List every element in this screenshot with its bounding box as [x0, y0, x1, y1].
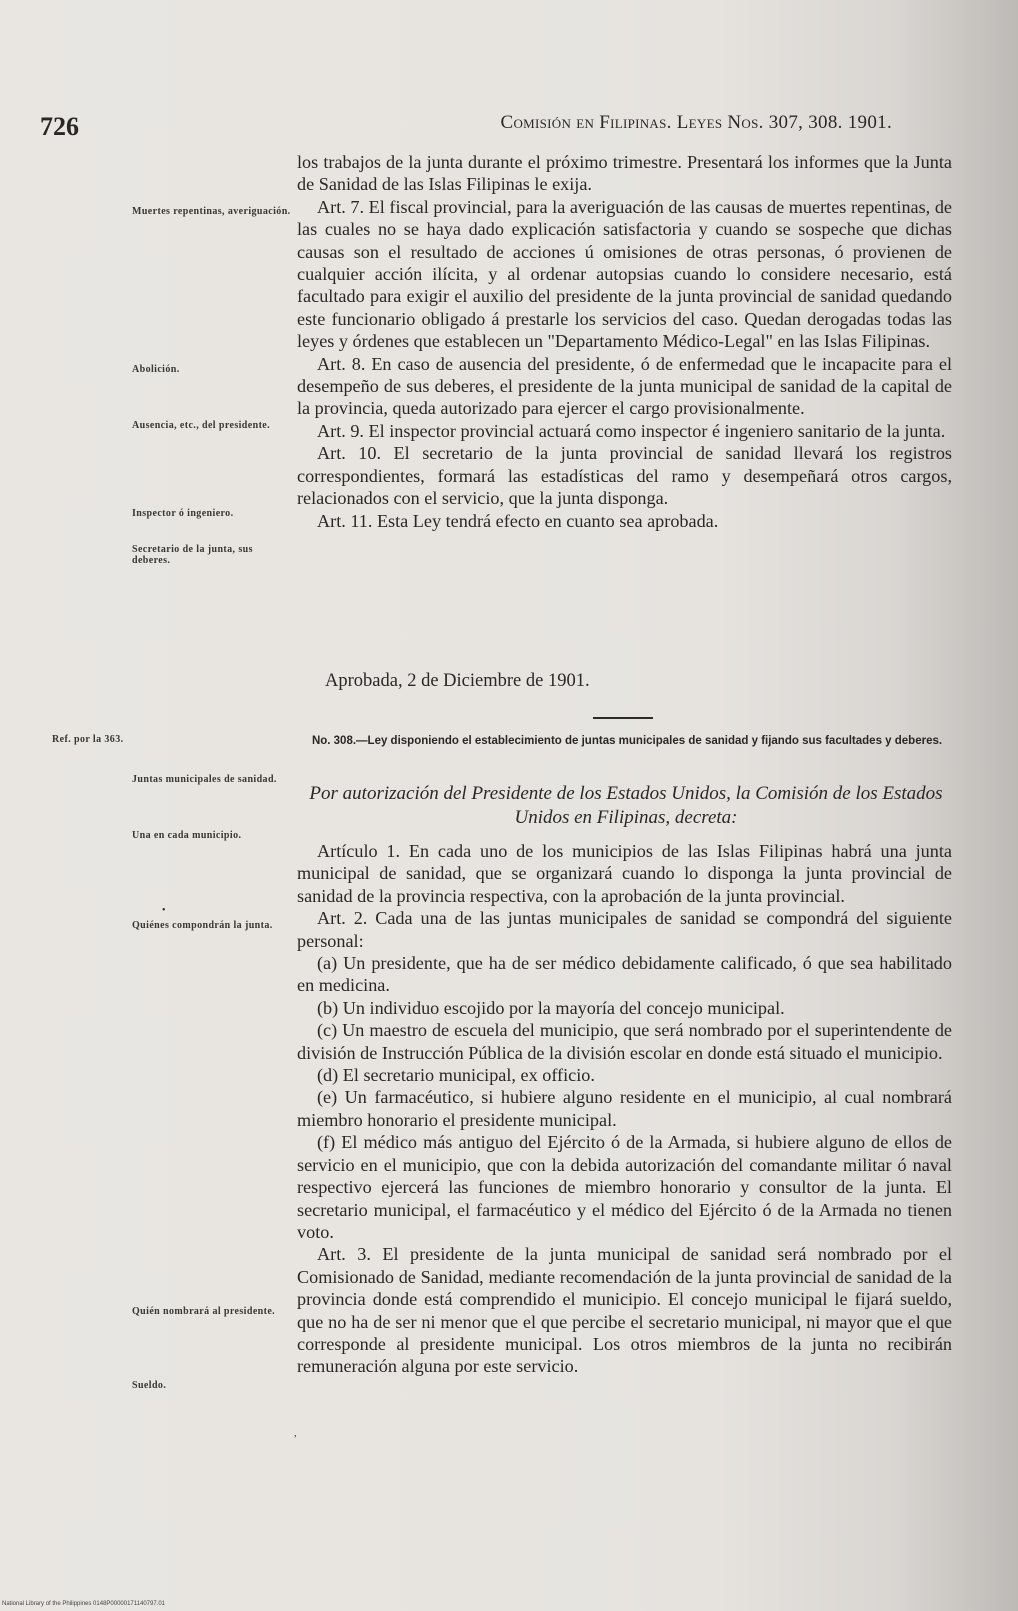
law308-heading: No. 308.—Ley disponiendo el establecimiento de juntas municipales de sanidad y fijando sus facultades y deberes.: [311, 735, 943, 747]
law308-art3: Art. 3. El presidente de la junta municipal de sanidad será nombrado por el Comisionado de Sanidad, mediante recomendación de la junta provincial de sanidad de la provincia donde está comprendido el municipio. El concejo municipal le fijará sueldo, que no ha de ser ni menor que el que percibe el secretario municipal, ni mayor que el que corresponde al presidente municipal. Los otros miembros de la junta no recibirán remuneración alguna por este servicio.: [297, 1244, 952, 1377]
law307-art8: Art. 8. En caso de ausencia del presidente, ó de enfermedad que le incapacite para el desempeño de sus deberes, el presidente de la junta municipal de sanidad de la capital de la provincia, queda autorizado para ejercer el cargo provisionalmente.: [297, 353, 952, 419]
margin-note-muertes: Muertes repentinas, averiguación.: [132, 206, 291, 217]
margin-note-quien: Quién nombrará al presidente.: [132, 1306, 276, 1317]
law308-item-f: (f) El médico más antiguo del Ejército ó de la Armada, si hubiere alguno de ellos de servicio en el municipio, que con la debida autorización del comandante militar ó naval respectivo ejercerá las funciones de miembro honorario y consultor de la junta. El secretario municipal, el farmacéutico y el médico del Ejército ó de la Armada no tienen voto.: [297, 1132, 952, 1242]
law308-art1: Artículo 1. En cada uno de los municipios de las Islas Filipinas habrá una junta municipal de sanidad, que se organizará cuando lo disponga la junta provincial de sanidad de la provincia respectiva, con la aprobación de la junta provincial.: [297, 841, 952, 906]
stray-mark: •: [162, 905, 166, 916]
law308-item-a: (a) Un presidente, que ha de ser médico debidamente calificado, ó que sea habilitado en medicina.: [297, 953, 952, 996]
law308-preamble: Por autorización del Presidente de los Estados Unidos, la Comisión de los Estados Unidos en Filipinas, decreta:: [309, 783, 943, 828]
page-number: 726: [40, 112, 79, 141]
margin-note-juntas: Juntas municipales de sanidad.: [132, 774, 277, 785]
margin-note-ausencia: Ausencia, etc., del presidente.: [132, 420, 271, 431]
stray-mark: ,: [294, 1428, 297, 1439]
margin-note-secretario: Secretario de la junta, sus deberes.: [132, 544, 253, 566]
margin-note-inspector: Inspector ó ingeniero.: [132, 508, 234, 519]
margin-note-ref: Ref. por la 363.: [52, 734, 124, 745]
law307-art11: Art. 11. Esta Ley tendrá efecto en cuanto sea aprobada.: [317, 510, 719, 531]
law307-body: [297, 151, 952, 532]
law308-art2: Art. 2. Cada una de las juntas municipales de sanidad se compondrá del siguiente personal:: [297, 908, 952, 951]
law307-art9: Art. 9. El inspector provincial actuará como inspector é ingeniero sanitario de la junta.: [317, 420, 946, 441]
footer-credit: National Library of the Philippines 0148P00000171140797.01: [2, 1601, 166, 1607]
law308-item-c: (c) Un maestro de escuela del municipio, que será nombrado por el superintendente de división de Instrucción Pública de la división escolar en donde está situado el municipio.: [297, 1020, 952, 1063]
margin-note-quienes: Quiénes compondrán la junta.: [132, 920, 273, 931]
law307-art7: Art. 7. El fiscal provincial, para la averiguación de las causas de muertes repentinas, de las cuales no se haya dado explicación satisfactoria y cuando se sospeche que dichas causas son el resultado de acciones ú omisiones de otras personas, ó provienen de cualquier acción ilícita, y al ordenar autopsias cuando lo considere necesario, está facultado para exigir el auxilio del presidente de la junta provincial de sanidad quedando este funcionario obligado á prestarle los servicios del caso. Quedan derogadas todas las leyes y órdenes que establecen un "Departamento Médico-Legal" en las Islas Filipinas.: [297, 196, 952, 352]
running-head: Comisión en Filipinas. Leyes Nos. 307, 308. 1901.: [500, 112, 892, 133]
margin-note-una: Una en cada municipio.: [132, 830, 242, 841]
law308-body: [297, 840, 952, 1378]
law308-item-e: (e) Un farmacéutico, si hubiere alguno residente en el municipio, al cual nombrará miembro honorario el presidente municipal.: [297, 1087, 952, 1130]
law308-item-d: (d) El secretario municipal, ex officio.: [317, 1065, 595, 1086]
law307-approved: Aprobada, 2 de Diciembre de 1901.: [325, 671, 590, 691]
law308-item-b: (b) Un individuo escojido por la mayoría del concejo municipal.: [317, 997, 785, 1018]
law307-continuation: los trabajos de la junta durante el próximo trimestre. Presentará los informes que la Junta de Sanidad de las Islas Filipinas le exija.: [297, 152, 952, 195]
margin-note-abolicion: Abolición.: [132, 364, 180, 375]
margin-note-sueldo: Sueldo.: [132, 1380, 167, 1391]
law307-art10: Art. 10. El secretario de la junta provincial de sanidad llevará los registros correspondientes, formará las estadísticas del ramo y desempeñará otros cargos, relacionados con el servicio, que la junta disponga.: [297, 443, 952, 509]
section-divider: [593, 717, 653, 719]
